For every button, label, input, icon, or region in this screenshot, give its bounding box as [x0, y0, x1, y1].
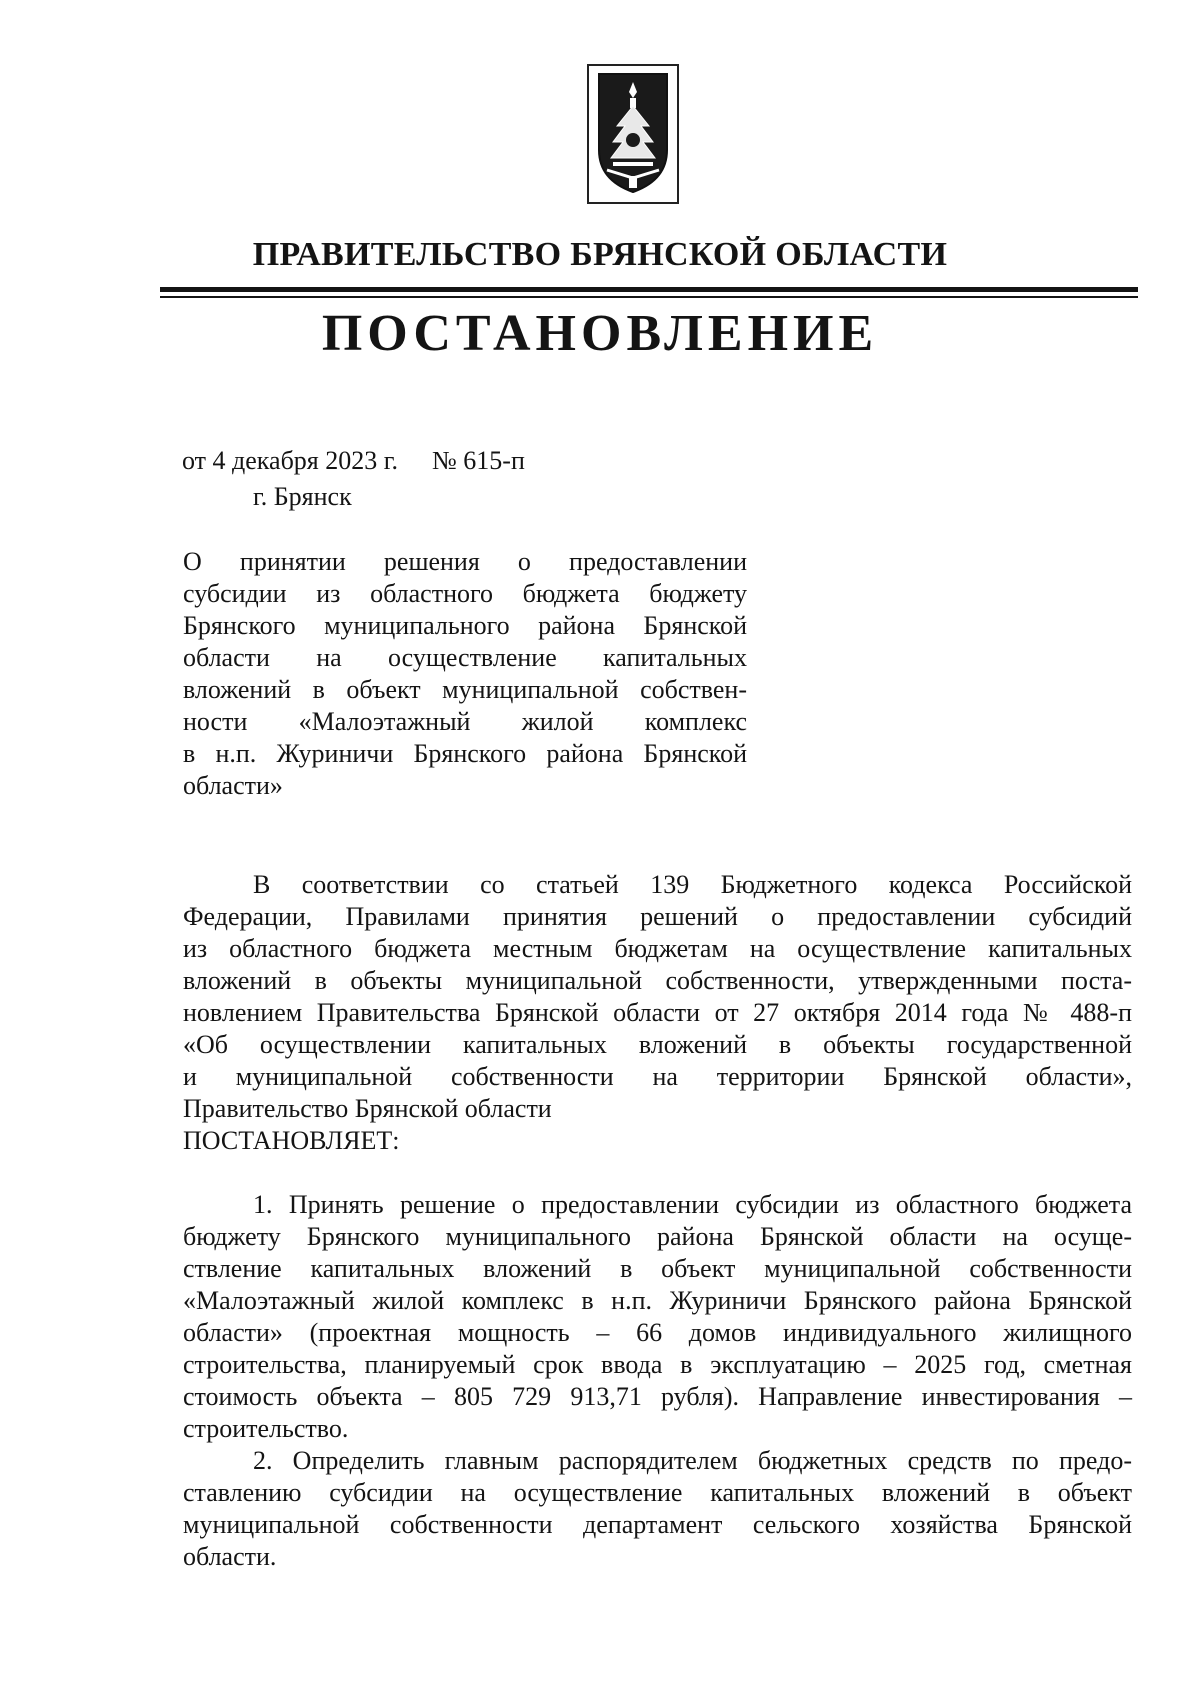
body-line: 2. Определить главным распорядителем бюджетных средств по предо- — [253, 1446, 1132, 1475]
organization-title: ПРАВИТЕЛЬСТВО БРЯНСКОЙ ОБЛАСТИ — [252, 236, 948, 273]
header-divider-thick — [160, 287, 1138, 292]
body-line: муниципальной собственности департамент сельского хозяйства Брянской — [183, 1510, 1132, 1539]
subject-line: области на осуществление капитальных — [183, 643, 747, 672]
header-divider-thin — [160, 296, 1138, 298]
subject-line: Брянского муниципального района Брянской — [183, 611, 747, 640]
resolves-heading: ПОСТАНОВЛЯЕТ: — [183, 1126, 400, 1155]
body-line: новлением Правительства Брянской области от 27 октября 2014 года № 488-п — [183, 998, 1132, 1027]
body-line: Правительство Брянской области — [183, 1094, 552, 1123]
body-line: стоимость объекта – 805 729 913,71 рубля). Направление инвестирования – — [183, 1382, 1132, 1411]
body-line: области. — [183, 1542, 277, 1571]
document-number: № 615-п — [432, 446, 525, 475]
body-line: бюджету Брянского муниципального района Брянской области на осуще- — [183, 1222, 1132, 1251]
subject-line: вложений в объект муниципальной собствен- — [183, 675, 747, 704]
subject-line: области» — [183, 771, 283, 800]
subject-line: в н.п. Журиничи Брянского района Брянской — [183, 739, 747, 768]
body-line: 1. Принять решение о предоставлении субсидии из областного бюджета — [253, 1190, 1132, 1219]
body-line: вложений в объекты муниципальной собственности, утвержденными поста- — [183, 966, 1132, 995]
document-date: от 4 декабря 2023 г. — [182, 446, 398, 475]
body-line: строительство. — [183, 1414, 349, 1443]
subject-line: О принятии решения о предоставлении — [183, 547, 747, 576]
body-line: области» (проектная мощность – 66 домов индивидуального жилищного — [183, 1318, 1132, 1347]
body-line: строительства, планируемый срок ввода в эксплуатацию – 2025 год, сметная — [183, 1350, 1132, 1379]
body-line: Федерации, Правилами принятия решений о предоставлении субсидий — [183, 902, 1132, 931]
document-city: г. Брянск — [253, 482, 352, 511]
body-line: «Об осуществлении капитальных вложений в объекты государственной — [183, 1030, 1132, 1059]
document-type-title: ПОСТАНОВЛЕНИЕ — [321, 305, 879, 362]
body-line: В соответствии со статьей 139 Бюджетного кодекса Российской — [253, 870, 1132, 899]
body-line: и муниципальной собственности на территории Брянской области», — [183, 1062, 1132, 1091]
subject-line: ности «Малоэтажный жилой комплекс — [183, 707, 747, 736]
body-line: ствление капитальных вложений в объект муниципальной собственности — [183, 1254, 1132, 1283]
body-line: из областного бюджета местным бюджетам на осуществление капитальных — [183, 934, 1132, 963]
subject-line: субсидии из областного бюджета бюджету — [183, 579, 747, 608]
body-line: «Малоэтажный жилой комплекс в н.п. Журиничи Брянского района Брянской — [183, 1286, 1132, 1315]
coat-of-arms-icon — [587, 64, 679, 204]
body-line: ставлению субсидии на осуществление капитальных вложений в объект — [183, 1478, 1132, 1507]
